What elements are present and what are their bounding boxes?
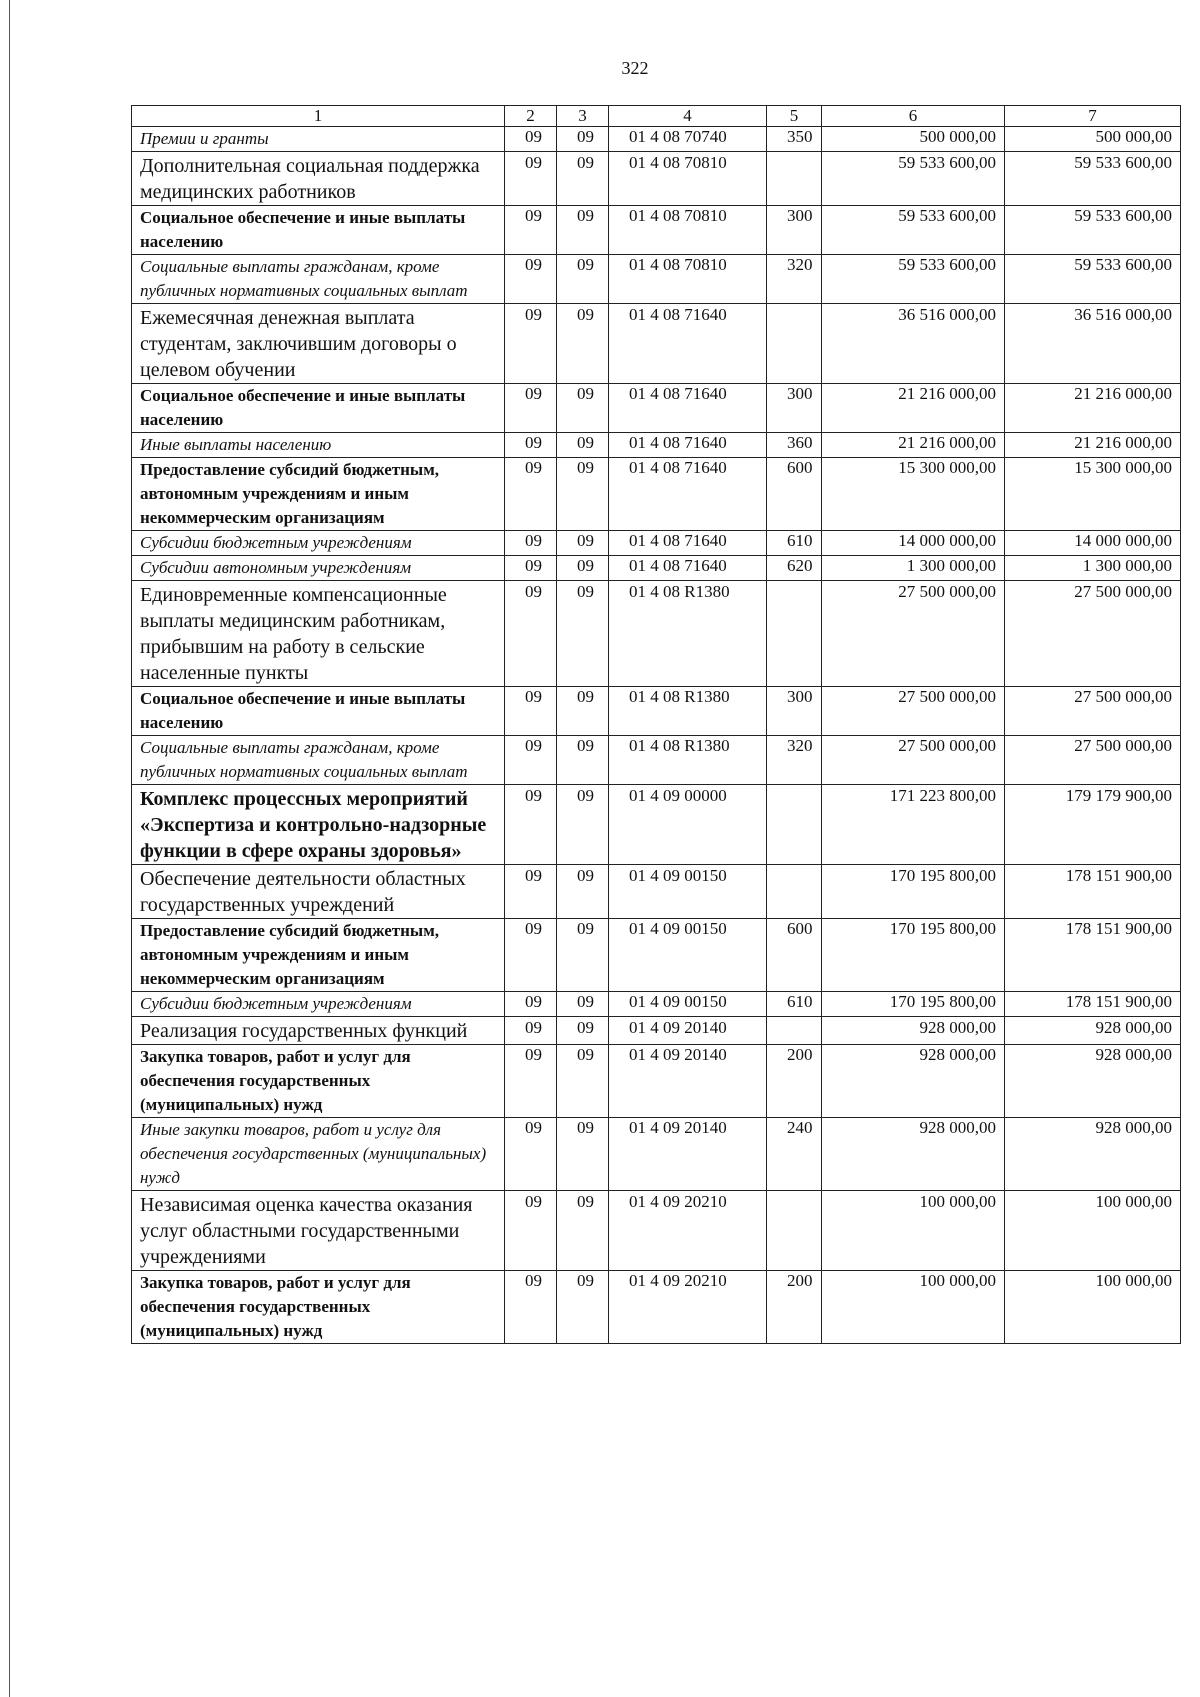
expense-type-cell: 300: [767, 206, 822, 255]
section-code-cell: 09: [505, 127, 557, 152]
target-article-cell: 01 4 09 20210: [609, 1271, 767, 1344]
table-header-row: [132, 106, 1181, 127]
expense-type-cell: [767, 865, 822, 919]
budget-table: [131, 105, 1181, 1344]
row-name-cell: Ежемесячная денежная выплата студентам, заключившим договоры о целевом обучении: [132, 304, 505, 384]
subsection-code-cell: 09: [557, 384, 609, 433]
target-article-cell: 01 4 09 00150: [609, 865, 767, 919]
amount-year2-cell: 500 000,00: [1005, 127, 1181, 152]
amount-year2-cell: 178 151 900,00: [1005, 992, 1181, 1017]
section-code-cell: 09: [505, 1191, 557, 1271]
column-header: 1: [132, 106, 505, 127]
section-code-cell: 09: [505, 384, 557, 433]
subsection-code-cell: 09: [557, 152, 609, 206]
subsection-code-cell: 09: [557, 1118, 609, 1191]
page-number: 322: [621, 58, 649, 78]
amount-year2-cell: 21 216 000,00: [1005, 384, 1181, 433]
expense-type-cell: 240: [767, 1118, 822, 1191]
section-code-cell: 09: [505, 1045, 557, 1118]
row-name-cell: Социальное обеспечение и иные выплаты населению: [132, 687, 505, 736]
subsection-code-cell: 09: [557, 1045, 609, 1118]
amount-year2-cell: 100 000,00: [1005, 1191, 1181, 1271]
target-article-cell: 01 4 08 71640: [609, 556, 767, 581]
row-name-cell: Дополнительная социальная поддержка медицинских работников: [132, 152, 505, 206]
table-row: [132, 919, 1181, 992]
amount-year1-cell: 27 500 000,00: [822, 687, 1005, 736]
expense-type-cell: 600: [767, 458, 822, 531]
target-article-cell: 01 4 09 20210: [609, 1191, 767, 1271]
amount-year1-cell: 14 000 000,00: [822, 531, 1005, 556]
table-row: [132, 206, 1181, 255]
subsection-code-cell: 09: [557, 304, 609, 384]
column-header: 5: [767, 106, 822, 127]
subsection-code-cell: 09: [557, 458, 609, 531]
subsection-code-cell: 09: [557, 206, 609, 255]
row-name-cell: Социальные выплаты гражданам, кроме публичных нормативных социальных выплат: [132, 736, 505, 785]
section-code-cell: 09: [505, 1118, 557, 1191]
expense-type-cell: [767, 1191, 822, 1271]
expense-type-cell: 320: [767, 736, 822, 785]
expense-type-cell: 320: [767, 255, 822, 304]
subsection-code-cell: 09: [557, 255, 609, 304]
amount-year1-cell: 928 000,00: [822, 1017, 1005, 1045]
target-article-cell: 01 4 08 R1380: [609, 581, 767, 687]
target-article-cell: 01 4 08 71640: [609, 531, 767, 556]
column-header: 2: [505, 106, 557, 127]
amount-year1-cell: 928 000,00: [822, 1118, 1005, 1191]
table-row: [132, 992, 1181, 1017]
section-code-cell: 09: [505, 433, 557, 458]
expense-type-cell: 200: [767, 1271, 822, 1344]
amount-year2-cell: 178 151 900,00: [1005, 865, 1181, 919]
target-article-cell: 01 4 08 71640: [609, 304, 767, 384]
expense-type-cell: [767, 581, 822, 687]
amount-year2-cell: 59 533 600,00: [1005, 206, 1181, 255]
amount-year1-cell: 59 533 600,00: [822, 206, 1005, 255]
row-name-cell: Закупка товаров, работ и услуг для обеспечения государственных (муниципальных) нужд: [132, 1271, 505, 1344]
section-code-cell: 09: [505, 304, 557, 384]
amount-year2-cell: 59 533 600,00: [1005, 255, 1181, 304]
section-code-cell: 09: [505, 458, 557, 531]
amount-year1-cell: 59 533 600,00: [822, 152, 1005, 206]
table-row: [132, 152, 1181, 206]
table-row: [132, 1118, 1181, 1191]
target-article-cell: 01 4 09 20140: [609, 1118, 767, 1191]
target-article-cell: 01 4 08 70810: [609, 152, 767, 206]
section-code-cell: 09: [505, 556, 557, 581]
amount-year1-cell: 21 216 000,00: [822, 433, 1005, 458]
table-row: [132, 785, 1181, 865]
target-article-cell: 01 4 08 70740: [609, 127, 767, 152]
amount-year1-cell: 21 216 000,00: [822, 384, 1005, 433]
amount-year2-cell: 178 151 900,00: [1005, 919, 1181, 992]
row-name-cell: Субсидии бюджетным учреждениям: [132, 531, 505, 556]
amount-year2-cell: 27 500 000,00: [1005, 736, 1181, 785]
row-name-cell: Иные выплаты населению: [132, 433, 505, 458]
expense-type-cell: 610: [767, 992, 822, 1017]
table-row: [132, 255, 1181, 304]
table-row: [132, 1191, 1181, 1271]
target-article-cell: 01 4 08 71640: [609, 433, 767, 458]
expense-type-cell: 350: [767, 127, 822, 152]
row-name-cell: Комплекс процессных мероприятий «Экспертиза и контрольно-надзорные функции в сфере охраны здоровья»: [132, 785, 505, 865]
column-header: 4: [609, 106, 767, 127]
amount-year1-cell: 170 195 800,00: [822, 992, 1005, 1017]
subsection-code-cell: 09: [557, 1017, 609, 1045]
subsection-code-cell: 09: [557, 556, 609, 581]
row-name-cell: Социальное обеспечение и иные выплаты населению: [132, 206, 505, 255]
amount-year2-cell: 179 179 900,00: [1005, 785, 1181, 865]
section-code-cell: 09: [505, 152, 557, 206]
target-article-cell: 01 4 08 70810: [609, 206, 767, 255]
section-code-cell: 09: [505, 865, 557, 919]
row-name-cell: Единовременные компенсационные выплаты медицинским работникам, прибывшим на работу в сельские населенные пункты: [132, 581, 505, 687]
table-row: [132, 687, 1181, 736]
amount-year1-cell: 100 000,00: [822, 1271, 1005, 1344]
table-row: [132, 1045, 1181, 1118]
amount-year2-cell: 928 000,00: [1005, 1118, 1181, 1191]
section-code-cell: 09: [505, 919, 557, 992]
target-article-cell: 01 4 08 R1380: [609, 687, 767, 736]
table-row: [132, 304, 1181, 384]
section-code-cell: 09: [505, 206, 557, 255]
subsection-code-cell: 09: [557, 1271, 609, 1344]
column-header: 6: [822, 106, 1005, 127]
target-article-cell: 01 4 09 00150: [609, 919, 767, 992]
section-code-cell: 09: [505, 1271, 557, 1344]
subsection-code-cell: 09: [557, 1191, 609, 1271]
amount-year1-cell: 500 000,00: [822, 127, 1005, 152]
amount-year2-cell: 100 000,00: [1005, 1271, 1181, 1344]
row-name-cell: Обеспечение деятельности областных государственных учреждений: [132, 865, 505, 919]
amount-year2-cell: 928 000,00: [1005, 1017, 1181, 1045]
target-article-cell: 01 4 08 R1380: [609, 736, 767, 785]
table-row: [132, 1017, 1181, 1045]
section-code-cell: 09: [505, 687, 557, 736]
amount-year1-cell: 100 000,00: [822, 1191, 1005, 1271]
amount-year2-cell: 59 533 600,00: [1005, 152, 1181, 206]
subsection-code-cell: 09: [557, 127, 609, 152]
expense-type-cell: 300: [767, 384, 822, 433]
amount-year1-cell: 27 500 000,00: [822, 581, 1005, 687]
column-header: 7: [1005, 106, 1181, 127]
row-name-cell: Социальные выплаты гражданам, кроме публичных нормативных социальных выплат: [132, 255, 505, 304]
table-row: [132, 736, 1181, 785]
expense-type-cell: 200: [767, 1045, 822, 1118]
row-name-cell: Независимая оценка качества оказания услуг областными государственными учреждениями: [132, 1191, 505, 1271]
table-row: [132, 433, 1181, 458]
row-name-cell: Субсидии автономным учреждениям: [132, 556, 505, 581]
target-article-cell: 01 4 08 71640: [609, 384, 767, 433]
expense-type-cell: [767, 152, 822, 206]
expense-type-cell: 360: [767, 433, 822, 458]
amount-year1-cell: 36 516 000,00: [822, 304, 1005, 384]
expense-type-cell: [767, 304, 822, 384]
target-article-cell: 01 4 08 70810: [609, 255, 767, 304]
amount-year2-cell: 1 300 000,00: [1005, 556, 1181, 581]
amount-year1-cell: 170 195 800,00: [822, 865, 1005, 919]
table-row: [132, 531, 1181, 556]
amount-year1-cell: 59 533 600,00: [822, 255, 1005, 304]
amount-year2-cell: 21 216 000,00: [1005, 433, 1181, 458]
expense-type-cell: 620: [767, 556, 822, 581]
table-row: [132, 581, 1181, 687]
target-article-cell: 01 4 09 00150: [609, 992, 767, 1017]
target-article-cell: 01 4 09 20140: [609, 1045, 767, 1118]
row-name-cell: Социальное обеспечение и иные выплаты населению: [132, 384, 505, 433]
row-name-cell: Иные закупки товаров, работ и услуг для обеспечения государственных (муниципальных) нужд: [132, 1118, 505, 1191]
subsection-code-cell: 09: [557, 785, 609, 865]
amount-year2-cell: 14 000 000,00: [1005, 531, 1181, 556]
target-article-cell: 01 4 09 20140: [609, 1017, 767, 1045]
subsection-code-cell: 09: [557, 992, 609, 1017]
subsection-code-cell: 09: [557, 581, 609, 687]
section-code-cell: 09: [505, 992, 557, 1017]
table-row: [132, 865, 1181, 919]
expense-type-cell: [767, 1017, 822, 1045]
scan-edge-line: [9, 0, 10, 1697]
section-code-cell: 09: [505, 581, 557, 687]
subsection-code-cell: 09: [557, 687, 609, 736]
row-name-cell: Предоставление субсидий бюджетным, автономным учреждениям и иным некоммерческим организациям: [132, 458, 505, 531]
section-code-cell: 09: [505, 785, 557, 865]
amount-year1-cell: 171 223 800,00: [822, 785, 1005, 865]
amount-year1-cell: 1 300 000,00: [822, 556, 1005, 581]
amount-year2-cell: 27 500 000,00: [1005, 581, 1181, 687]
row-name-cell: Субсидии бюджетным учреждениям: [132, 992, 505, 1017]
section-code-cell: 09: [505, 531, 557, 556]
amount-year2-cell: 27 500 000,00: [1005, 687, 1181, 736]
target-article-cell: 01 4 09 00000: [609, 785, 767, 865]
table-row: [132, 384, 1181, 433]
subsection-code-cell: 09: [557, 531, 609, 556]
table-row: [132, 1271, 1181, 1344]
row-name-cell: Реализация государственных функций: [132, 1017, 505, 1045]
column-header: 3: [557, 106, 609, 127]
table-row: [132, 127, 1181, 152]
row-name-cell: Закупка товаров, работ и услуг для обеспечения государственных (муниципальных) нужд: [132, 1045, 505, 1118]
expense-type-cell: [767, 785, 822, 865]
target-article-cell: 01 4 08 71640: [609, 458, 767, 531]
expense-type-cell: 300: [767, 687, 822, 736]
expense-type-cell: 600: [767, 919, 822, 992]
amount-year1-cell: 928 000,00: [822, 1045, 1005, 1118]
section-code-cell: 09: [505, 255, 557, 304]
section-code-cell: 09: [505, 736, 557, 785]
amount-year2-cell: 36 516 000,00: [1005, 304, 1181, 384]
row-name-cell: Предоставление субсидий бюджетным, автономным учреждениям и иным некоммерческим организациям: [132, 919, 505, 992]
subsection-code-cell: 09: [557, 433, 609, 458]
table-row: [132, 556, 1181, 581]
expense-type-cell: 610: [767, 531, 822, 556]
section-code-cell: 09: [505, 1017, 557, 1045]
subsection-code-cell: 09: [557, 736, 609, 785]
amount-year2-cell: 928 000,00: [1005, 1045, 1181, 1118]
amount-year1-cell: 170 195 800,00: [822, 919, 1005, 992]
amount-year1-cell: 15 300 000,00: [822, 458, 1005, 531]
subsection-code-cell: 09: [557, 865, 609, 919]
row-name-cell: Премии и гранты: [132, 127, 505, 152]
amount-year2-cell: 15 300 000,00: [1005, 458, 1181, 531]
amount-year1-cell: 27 500 000,00: [822, 736, 1005, 785]
subsection-code-cell: 09: [557, 919, 609, 992]
table-row: [132, 458, 1181, 531]
